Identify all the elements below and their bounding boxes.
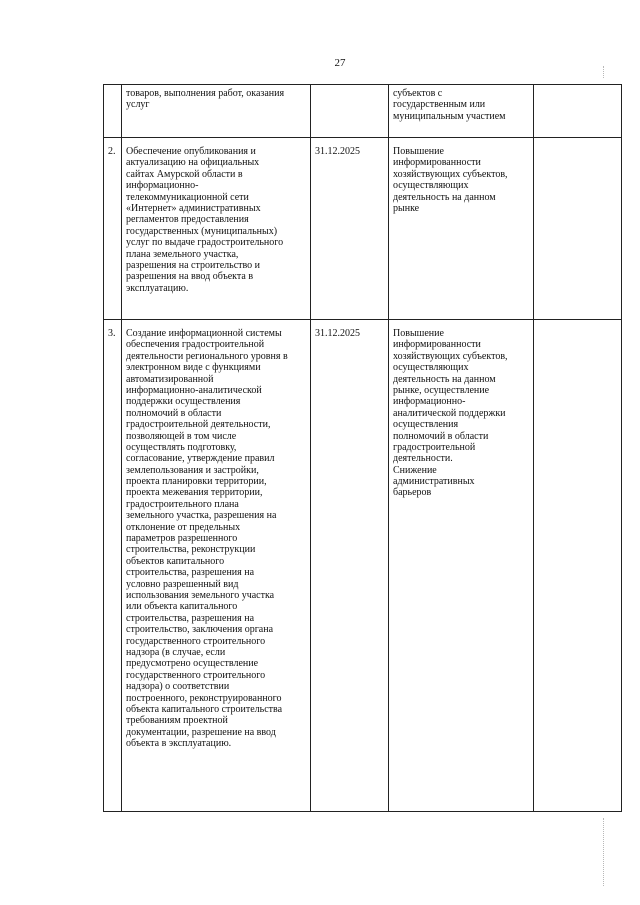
row-number: 2. xyxy=(108,146,116,157)
deadline-cell xyxy=(311,138,389,320)
deadline-text: 31.12.2025 xyxy=(315,146,360,157)
action-text: Обеспечение опубликования и актуализацию на официальных сайтах Амурской области в информационно- телекоммуникационной сети «Интернет» административных регламентов предоставления государственных (муниципальных) услуг по выдаче градостроительного плана земельного участка, разрешения на строительство и разрешения на ввод объекта в эксплуатацию. xyxy=(126,146,284,294)
action-cell xyxy=(122,138,311,320)
result-cell xyxy=(389,138,534,320)
table-row xyxy=(104,85,622,138)
row-number-cell xyxy=(104,138,122,320)
row-number: 3. xyxy=(108,328,116,339)
deadline-text: 31.12.2025 xyxy=(315,328,360,339)
result-text: Повышение информированности хозяйствующих субъектов, осуществляющих деятельность на данном рынке xyxy=(393,146,508,214)
action-text: Создание информационной системы обеспечения градостроительной деятельности регионального уровня в электронном виде с функциями автоматизированной информационно-аналитической поддержки осуществления полномочий в области градостроительной деятельности, позволяющей в том числе осуществлять подготовку, согласование, утверждение правил землепользования и застройки, проекта планировки территории, проекта межевания территории, градостроительного плана земельного участка, разрешения на отклонение от предельных параметров разрешенного строительства, реконструкции объектов капитального строительства, разрешения на условно разрешенный вид использования земельного участка или объекта капитального строительства, разрешения на строительство, заключения органа государственного строительного надзора (в случае, если предусмотрено осуществление государственного строительного надзора) о соответствии построенного, реконструированного объекта капитального строительства требованиям проектной документации, разрешение на ввод объекта в эксплуатацию. xyxy=(126,328,288,750)
deadline-cell xyxy=(311,320,389,812)
result-text: субъектов с государственным или муниципальным участием xyxy=(393,88,506,122)
scan-margin-mark xyxy=(603,66,605,78)
table-row xyxy=(104,138,622,320)
page-number: 27 xyxy=(334,57,346,69)
row-number-cell xyxy=(104,320,122,812)
result-cell xyxy=(389,85,534,138)
measures-table xyxy=(103,84,622,812)
extra-cell xyxy=(534,85,622,138)
deadline-cell xyxy=(311,85,389,138)
row-number-cell xyxy=(104,85,122,138)
scan-margin-mark xyxy=(603,818,605,886)
action-cell xyxy=(122,320,311,812)
result-cell xyxy=(389,320,534,812)
action-cell xyxy=(122,85,311,138)
extra-cell xyxy=(534,320,622,812)
result-text: Повышение информированности хозяйствующих субъектов, осуществляющих деятельность на данном рынке, осуществление информационно- аналитической поддержки осуществления полномочий в области градостроительной деятельности. Снижение административных барьеров xyxy=(393,328,508,499)
extra-cell xyxy=(534,138,622,320)
table-row xyxy=(104,320,622,812)
action-text: товаров, выполнения работ, оказания услуг xyxy=(126,88,285,111)
